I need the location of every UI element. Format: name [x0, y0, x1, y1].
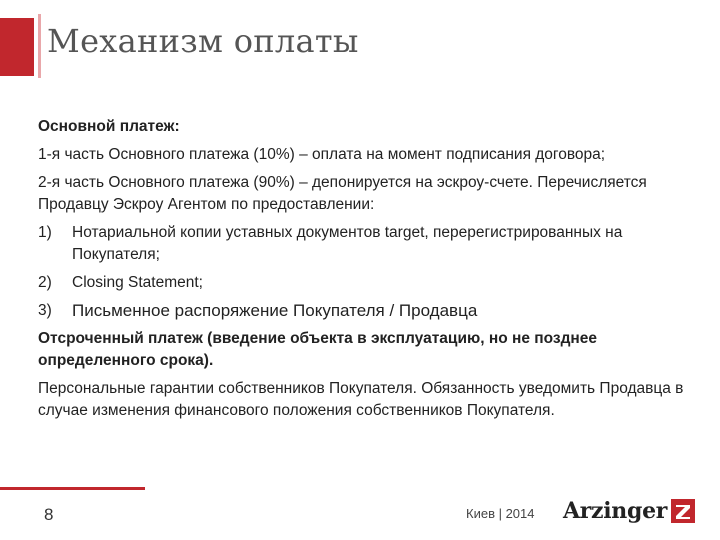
title-divider-line — [38, 14, 41, 78]
logo-text: Arzinger — [563, 498, 668, 524]
deferred-payment-text: Отсроченный платеж (введение объекта в эксплуатацию, но не позднее определенного срока). — [38, 330, 598, 369]
list-item-number: 1) — [38, 224, 52, 241]
page-number: 8 — [44, 505, 54, 524]
list-item-number: 2) — [38, 274, 52, 291]
main-payment-heading: Основной платеж: — [38, 118, 180, 135]
list-item-text: Closing Statement; — [72, 274, 203, 291]
logo-mark-icon — [671, 499, 695, 523]
payment-part-1: 1-я часть Основного платежа (10%) – оплата на момент подписания договора; — [38, 146, 606, 163]
footer-location-year: Киев | 2014 — [466, 506, 535, 521]
guarantees-text: Персональные гарантии собственников Покупателя. Обязанность уведомить Продавца в случае изменения финансового положения собственников Покупателя. — [38, 380, 684, 419]
list-item — [38, 272, 688, 294]
company-logo — [563, 498, 695, 524]
list-item-text: Письменное распоряжение Покупателя / Продавца — [72, 301, 478, 320]
slide-content — [38, 116, 688, 428]
list-item — [38, 222, 688, 266]
list-item-text: Нотариальной копии уставных документов target, перерегистрированных на Покупателя; — [72, 224, 623, 263]
list-item — [38, 300, 688, 322]
title-accent-bar — [0, 18, 34, 76]
list-item-number: 3) — [38, 302, 52, 319]
footer-accent-line — [0, 487, 145, 490]
slide-title: Механизм оплаты — [47, 22, 359, 60]
payment-part-2: 2-я часть Основного платежа (90%) – депонируется на эскроу-счете. Перечисляется Продавцу Эскроу Агентом по предоставлении: — [38, 174, 647, 213]
